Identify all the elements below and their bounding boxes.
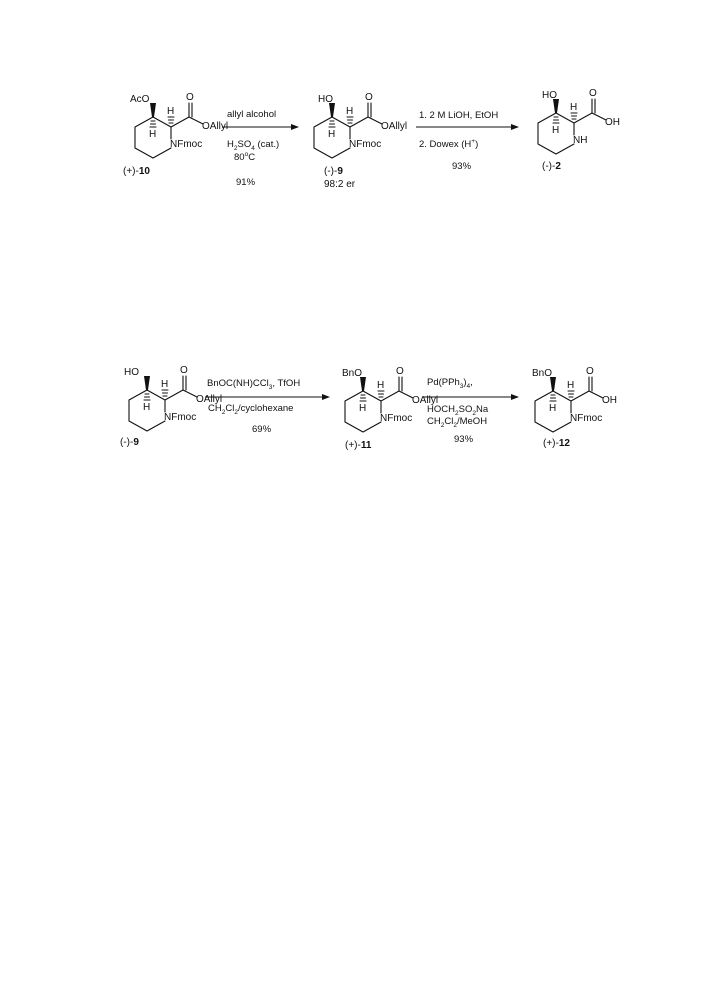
yield-text: 93% — [454, 434, 474, 445]
yield-text: 91% — [236, 177, 256, 188]
arrow-head — [291, 124, 299, 130]
nitrogen-label: NFmoc — [380, 413, 413, 424]
scheme-1 — [123, 88, 620, 190]
compound-label: (+)-12 — [543, 438, 570, 449]
compound-2 — [538, 88, 620, 172]
h-label: H — [552, 125, 560, 136]
ester-label: OAllyl — [381, 121, 408, 132]
compound-12 — [532, 366, 617, 449]
compound-11 — [342, 366, 438, 451]
step-3-conditions — [205, 378, 330, 435]
reagent-text: $HOCH_2SO_2Na$ — [427, 404, 489, 417]
arrow-head — [511, 124, 519, 130]
h-label: H — [328, 129, 336, 140]
compound-9 — [314, 92, 407, 190]
nitrogen-label: NFmoc — [570, 413, 603, 424]
carbonyl-o-label: O — [180, 365, 188, 376]
nitrogen-label: NFmoc — [170, 139, 203, 150]
solvent-text: $CH_2Cl_2$/MeOH — [427, 416, 488, 429]
step-4-conditions — [424, 377, 519, 445]
step-2-conditions — [416, 110, 519, 172]
h-label: H — [346, 106, 354, 117]
h-label: H — [377, 380, 385, 391]
ester-label: OAllyl — [412, 395, 439, 406]
h-label: H — [149, 129, 157, 140]
h-label: H — [567, 380, 575, 391]
carbonyl-o-label: O — [365, 92, 373, 103]
ester-label: OAllyl — [202, 121, 229, 132]
compound-label: (-)-2 — [542, 161, 561, 172]
acid-label: OH — [602, 395, 617, 406]
substituent-label: AcO — [130, 94, 150, 105]
h-label: H — [570, 102, 578, 113]
carbonyl-o-label: O — [586, 366, 594, 377]
arrow-head — [322, 394, 330, 400]
nitrogen-label: NH — [573, 135, 588, 146]
h-label: H — [161, 379, 169, 390]
substituent-label: BnO — [532, 368, 553, 379]
carbonyl-o-label: O — [589, 88, 597, 99]
ester-label: OAllyl — [196, 394, 223, 405]
compound-label: (+)-10 — [123, 166, 150, 177]
compound-10 — [123, 92, 228, 177]
nitrogen-label: NFmoc — [164, 412, 197, 423]
compound-label: (+)-11 — [345, 440, 372, 451]
acid-label: OH — [605, 117, 620, 128]
temperature-text: 80$^o$C — [234, 151, 256, 163]
h-label: H — [549, 403, 557, 414]
yield-text: 93% — [452, 161, 472, 172]
catalyst-text: $Pd(PPh_3)_4$, — [427, 377, 473, 390]
reagent-text: allyl alcohol — [227, 109, 277, 120]
solvent-text: $CH_2Cl_2$/cyclohexane — [208, 403, 294, 416]
substituent-label: HO — [542, 90, 557, 101]
carbonyl-o-label: O — [186, 92, 194, 103]
arrow-head — [511, 394, 519, 400]
scheme-2 — [120, 365, 617, 451]
reagent-line-1: 1. 2 M LiOH, EtOH — [419, 110, 499, 121]
h-label: H — [359, 403, 367, 414]
catalyst-text: $H_2SO_4$ (cat.) — [227, 139, 280, 152]
step-1-conditions — [222, 109, 299, 188]
yield-text: 69% — [252, 424, 272, 435]
substituent-label: HO — [124, 367, 139, 378]
er-note: 98:2 er — [324, 179, 356, 190]
substituent-label: HO — [318, 94, 333, 105]
compound-label: (-)-9 — [324, 166, 343, 177]
h-label: H — [143, 402, 151, 413]
compound-label: (-)-9 — [120, 437, 139, 448]
carbonyl-o-label: O — [396, 366, 404, 377]
h-label: H — [167, 106, 175, 117]
substituent-label: BnO — [342, 368, 363, 379]
nitrogen-label: NFmoc — [349, 139, 382, 150]
reagent-line-2: 2. Dowex (H+) — [419, 138, 479, 150]
reagent-text: BnOC(NH)CCl$_3$, TfOH — [207, 378, 301, 391]
